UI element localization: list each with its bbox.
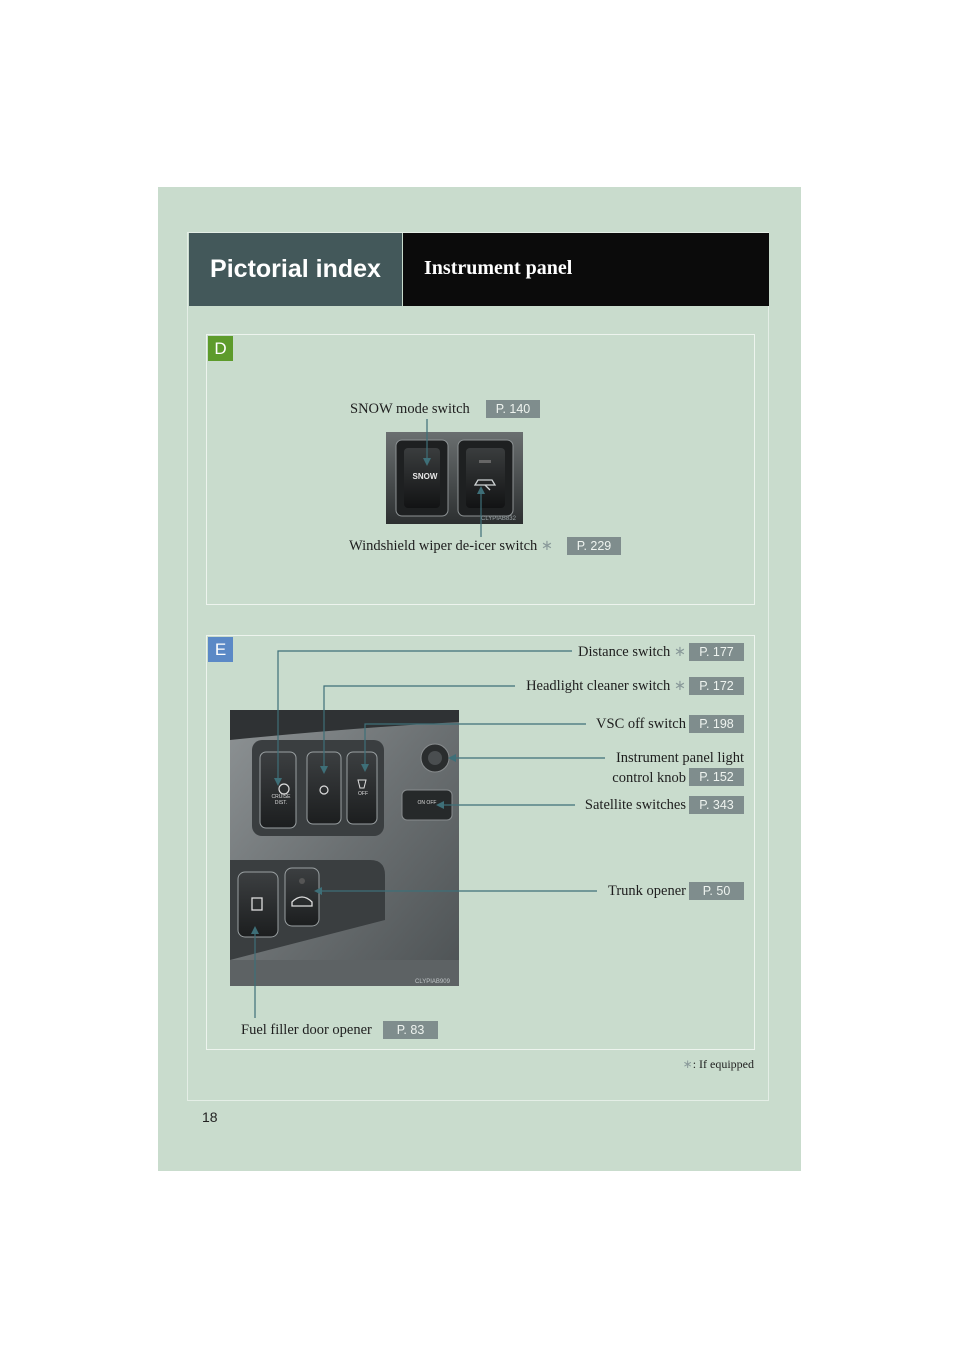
instrument-light-page-ref[interactable]: P. 152 (689, 768, 744, 786)
snow-button-text: SNOW (412, 472, 438, 481)
wiper-deicer-page-ref[interactable]: P. 229 (567, 537, 621, 555)
fuel-filler-label: Fuel filler door opener (241, 1022, 372, 1038)
photo-code-e: CLYPIAB909 (415, 979, 450, 985)
distance-switch-text: Distance switch (578, 644, 671, 660)
instrument-light-label-line2: control knob (612, 770, 686, 786)
vsc-off-page-ref[interactable]: P. 198 (689, 715, 744, 733)
trunk-opener-label: Trunk opener (607, 883, 686, 899)
section-title: Pictorial index (189, 233, 402, 306)
distance-switch-page-ref[interactable]: P. 177 (689, 643, 744, 661)
vsc-off-label: VSC off switch (596, 716, 686, 732)
satellite-on-off-text: ON OFF (417, 800, 437, 806)
section-d-badge: D (208, 336, 233, 361)
satellite-switches-page-ref[interactable]: P. 343 (689, 796, 744, 814)
section-e-badge: E (208, 637, 233, 662)
cruise-dist-text: CRUISE DIST. (271, 794, 291, 806)
if-equipped-star: ∗ (540, 538, 554, 554)
headlight-cleaner-page-ref[interactable]: P. 172 (689, 677, 744, 695)
footnote-text: : If equipped (692, 1057, 754, 1071)
if-equipped-footnote (683, 1057, 754, 1072)
if-equipped-star: ∗ (673, 644, 686, 660)
vsc-off-text: OFF (358, 791, 368, 797)
page-number: 18 (202, 1109, 218, 1125)
trunk-opener-page-ref[interactable]: P. 50 (689, 882, 744, 900)
photo-code-d: CLYPIAB832 (481, 516, 516, 522)
instrument-light-label-line1: Instrument panel light (615, 750, 744, 766)
footnote-star: ∗ (682, 1057, 693, 1071)
fuel-filler-page-ref[interactable]: P. 83 (383, 1021, 438, 1039)
wiper-deicer-text: Windshield wiper de-icer switch (349, 538, 538, 554)
snow-mode-page-ref[interactable]: P. 140 (486, 400, 540, 418)
page-title: Instrument panel (403, 233, 769, 306)
satellite-switches-label: Satellite switches (584, 797, 686, 813)
snow-mode-label: SNOW mode switch (350, 401, 470, 417)
if-equipped-star: ∗ (673, 678, 686, 694)
headlight-cleaner-text: Headlight cleaner switch (526, 678, 671, 694)
